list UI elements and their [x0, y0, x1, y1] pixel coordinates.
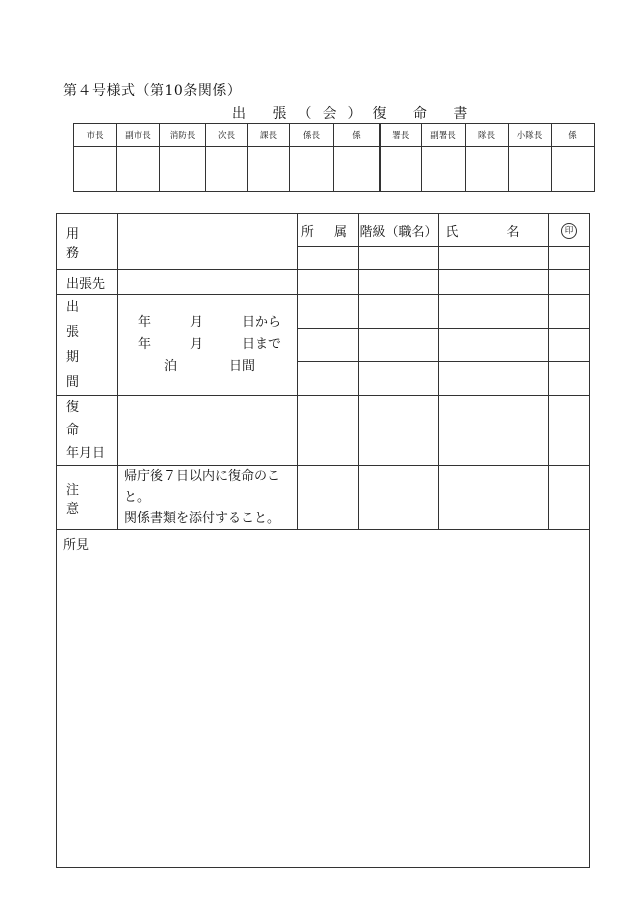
- name-field[interactable]: [439, 396, 549, 466]
- stamp-box[interactable]: [160, 147, 206, 192]
- period-label-line: 期 間: [66, 350, 113, 390]
- grade-field[interactable]: [359, 270, 439, 295]
- period-end-line: 年 月 日まで: [138, 337, 282, 352]
- grade-field[interactable]: [359, 328, 439, 362]
- notice-line: 関係書類を添付すること。: [124, 511, 281, 526]
- opinion-label: 所見: [63, 538, 90, 553]
- seal-field[interactable]: [549, 328, 590, 362]
- notice-line: 帰庁後７日以内に復命のこと。: [124, 469, 281, 505]
- seal-field[interactable]: [549, 247, 590, 270]
- approval-stamp-table-right: [379, 123, 595, 192]
- seal-field[interactable]: [549, 295, 590, 329]
- approver-label: 市長: [74, 124, 117, 147]
- name-header: 氏 名: [439, 214, 549, 247]
- form-number: 第４号様式（第10条関係）: [63, 83, 242, 99]
- document-title: 出 張（会）復 命 書: [232, 106, 479, 122]
- name-field[interactable]: [439, 362, 549, 396]
- duty-label: 用 務: [57, 214, 118, 270]
- seal-field[interactable]: [549, 396, 590, 466]
- approver-label: 消防長: [160, 124, 206, 147]
- name-field[interactable]: [439, 295, 549, 329]
- seal-header: 印: [561, 223, 577, 239]
- name-field[interactable]: [439, 247, 549, 270]
- seal-field[interactable]: [549, 270, 590, 295]
- name-field[interactable]: [439, 270, 549, 295]
- seal-field[interactable]: [549, 466, 590, 530]
- grade-field[interactable]: [359, 466, 439, 530]
- affiliation-field[interactable]: [298, 396, 359, 466]
- stamp-box[interactable]: [74, 147, 117, 192]
- affiliation-field[interactable]: [298, 295, 359, 329]
- approver-label: 係: [551, 124, 594, 147]
- stamp-box[interactable]: [248, 147, 290, 192]
- affiliation-field[interactable]: [298, 270, 359, 295]
- stamp-box[interactable]: [334, 147, 380, 192]
- period-field[interactable]: [118, 295, 298, 396]
- stamp-box[interactable]: [508, 147, 551, 192]
- stamp-box[interactable]: [551, 147, 594, 192]
- stamp-box[interactable]: [290, 147, 334, 192]
- destination-label: 出張先: [57, 270, 118, 295]
- notice-label: 注 意: [57, 466, 118, 530]
- grade-field[interactable]: [359, 247, 439, 270]
- affiliation-field[interactable]: [298, 362, 359, 396]
- name-field[interactable]: [439, 328, 549, 362]
- approver-label: 副署長: [421, 124, 465, 147]
- approver-label: 係: [334, 124, 380, 147]
- opinion-field[interactable]: [57, 530, 590, 868]
- approver-label: 課長: [248, 124, 290, 147]
- approval-stamp-table-left: [73, 123, 380, 192]
- affiliation-header: 所 属: [298, 214, 359, 247]
- grade-field[interactable]: [359, 362, 439, 396]
- affiliation-field[interactable]: [298, 328, 359, 362]
- approver-label: 小隊長: [508, 124, 551, 147]
- trip-report-form: [56, 213, 590, 868]
- stamp-box[interactable]: [465, 147, 508, 192]
- approver-label: 署長: [380, 124, 421, 147]
- approver-label: 係長: [290, 124, 334, 147]
- stamp-box[interactable]: [117, 147, 160, 192]
- stamp-box[interactable]: [380, 147, 421, 192]
- notice-text: [118, 466, 298, 530]
- period-nights-line: 泊 日間: [138, 359, 256, 374]
- stamp-box[interactable]: [421, 147, 465, 192]
- grade-header: 階級（職名）: [359, 214, 439, 247]
- approver-label: 次長: [206, 124, 248, 147]
- approver-label: 副市長: [117, 124, 160, 147]
- seal-field[interactable]: [549, 362, 590, 396]
- duty-field[interactable]: [118, 214, 298, 270]
- report-date-field[interactable]: [118, 396, 298, 466]
- affiliation-field[interactable]: [298, 466, 359, 530]
- period-start-line: 年 月 日から: [138, 315, 282, 330]
- destination-field[interactable]: [118, 270, 298, 295]
- grade-field[interactable]: [359, 396, 439, 466]
- period-label-line: 出 張: [66, 300, 113, 340]
- name-field[interactable]: [439, 466, 549, 530]
- grade-field[interactable]: [359, 295, 439, 329]
- report-date-label-line: 復 命: [66, 400, 113, 438]
- affiliation-field[interactable]: [298, 247, 359, 270]
- approver-label: 隊長: [465, 124, 508, 147]
- stamp-box[interactable]: [206, 147, 248, 192]
- report-date-label-line: 年月日: [66, 446, 106, 461]
